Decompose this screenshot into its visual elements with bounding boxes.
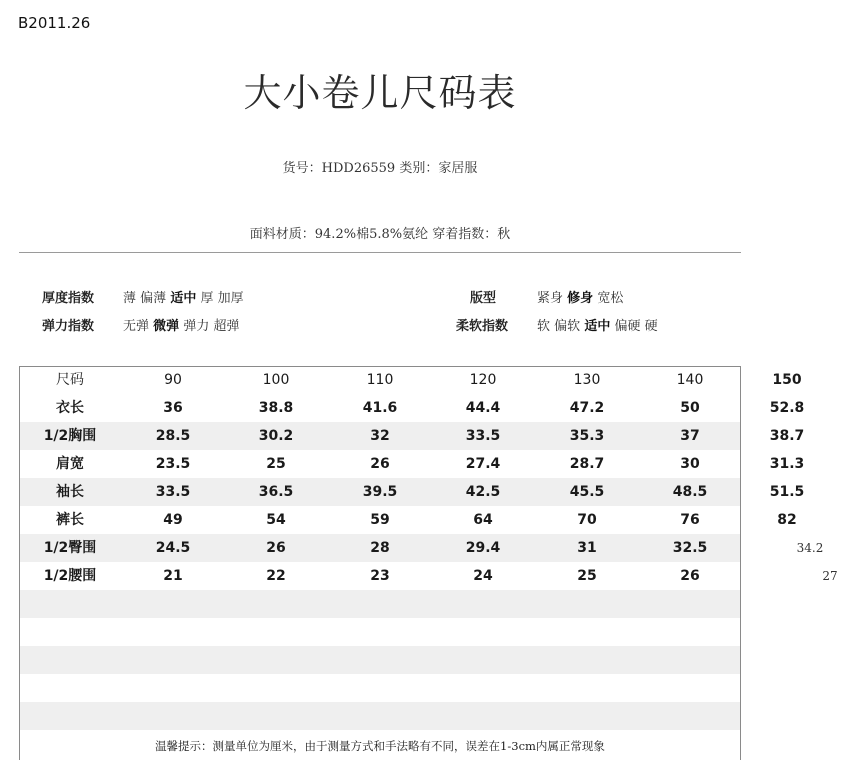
elasticity-options [123, 315, 239, 334]
option: 紧身 [537, 291, 564, 306]
softness-label: 柔软指数 [456, 319, 509, 334]
page-title: 大小卷儿尺码表 [243, 71, 517, 115]
table-cell: 41.6 [362, 400, 398, 416]
header-cell: 120 [469, 372, 497, 388]
table-cell: 51.5 [769, 484, 805, 500]
table-cell: 50 [680, 400, 700, 416]
option: 偏薄 [140, 291, 167, 306]
table-cell: 45.5 [569, 484, 605, 500]
table-cell: 24 [473, 568, 493, 584]
row-label-cell: 裤长 [56, 512, 84, 528]
elasticity-label: 弹力指数 [42, 319, 95, 334]
product-code: B2011.26 [18, 14, 91, 32]
table-cell: 25 [577, 568, 597, 584]
table-cell: 22 [266, 568, 286, 584]
row-label-cell: 肩宽 [56, 456, 84, 472]
row-label-cell: 1/2臀围 [43, 540, 97, 556]
product-info-line: 货号：HDD26559 类别：家居服 [282, 161, 478, 176]
softness-options [537, 315, 658, 334]
fit-label: 版型 [470, 291, 497, 306]
table-row [0, 394, 855, 422]
selected-option: 修身 [567, 291, 594, 306]
table-cell: 44.4 [465, 400, 501, 416]
selected-option: 微弹 [153, 319, 180, 334]
table-row [0, 422, 855, 450]
row-label-cell: 1/2胸围 [43, 428, 97, 444]
thickness-label: 厚度指数 [42, 291, 95, 306]
table-cell: 82 [777, 512, 797, 528]
table-cell: 26 [370, 456, 390, 472]
header-cell: 130 [573, 372, 601, 388]
option: 软 [537, 319, 551, 334]
header-cell: 90 [164, 372, 182, 388]
option: 宽松 [597, 291, 624, 306]
table-cell: 33.5 [465, 428, 501, 444]
table-cell: 38.8 [258, 400, 294, 416]
table-cell: 24.5 [155, 540, 191, 556]
option: 加厚 [217, 291, 244, 306]
table-cell: 28.7 [569, 456, 605, 472]
table-cell: 21 [163, 568, 183, 584]
table-cell: 27 [822, 569, 838, 583]
table-cell: 32 [370, 428, 390, 444]
table-cell: 70 [577, 512, 597, 528]
table-cell: 33.5 [155, 484, 191, 500]
option: 弹力 [183, 319, 210, 334]
header-cell: 100 [262, 372, 290, 388]
table-cell: 29.4 [465, 540, 501, 556]
table-cell: 36 [163, 400, 183, 416]
fit-options [537, 287, 623, 306]
option: 无弹 [123, 319, 150, 334]
row-label-cell: 1/2腰围 [43, 568, 97, 584]
table-row [0, 562, 855, 590]
thickness-options [123, 287, 244, 306]
option: 硬 [644, 319, 658, 334]
table-cell: 32.5 [672, 540, 708, 556]
table-cell: 59 [370, 512, 390, 528]
option: 偏硬 [614, 319, 641, 334]
option: 厚 [200, 291, 214, 306]
table-cell: 27.4 [465, 456, 501, 472]
table-cell: 52.8 [769, 400, 805, 416]
table-cell: 54 [266, 512, 286, 528]
table-cell: 28.5 [155, 428, 191, 444]
table-cell: 64 [473, 512, 493, 528]
divider [19, 252, 741, 253]
header-cell: 150 [772, 372, 802, 388]
row-label-cell: 衣长 [56, 400, 84, 416]
table-cell: 39.5 [362, 484, 398, 500]
option: 薄 [123, 291, 137, 306]
table-cell: 76 [680, 512, 700, 528]
selected-option: 适中 [170, 291, 197, 306]
table-cell: 42.5 [465, 484, 501, 500]
table-cell: 26 [680, 568, 700, 584]
fabric-info-line: 面料材质：94.2%棉5.8%氨纶 穿着指数：秋 [249, 227, 511, 242]
table-cell: 49 [163, 512, 183, 528]
table-cell: 38.7 [769, 428, 805, 444]
table-row [0, 478, 855, 506]
table-cell: 34.2 [796, 541, 824, 555]
table-cell: 37 [680, 428, 700, 444]
table-cell: 35.3 [569, 428, 605, 444]
table-cell: 30 [680, 456, 700, 472]
option: 偏软 [554, 319, 581, 334]
footer-note: 温馨提示：测量单位为厘米，由于测量方式和手法略有不同，误差在1-3cm内属正常现象 [155, 739, 605, 753]
table-cell: 28 [370, 540, 390, 556]
table-row [0, 534, 855, 562]
header-cell: 110 [366, 372, 394, 388]
table-cell: 36.5 [258, 484, 294, 500]
table-cell: 30.2 [258, 428, 294, 444]
table-cell: 23.5 [155, 456, 191, 472]
table-cell: 25 [266, 456, 286, 472]
table-row [0, 506, 855, 534]
table-cell: 26 [266, 540, 286, 556]
row-label-cell: 袖长 [56, 484, 84, 500]
table-cell: 31.3 [769, 456, 805, 472]
table-cell: 48.5 [672, 484, 708, 500]
option: 超弹 [213, 319, 240, 334]
header-cell: 140 [676, 372, 704, 388]
table-row [0, 450, 855, 478]
table-cell: 31 [577, 540, 597, 556]
selected-option: 适中 [584, 319, 611, 334]
header-cell: 尺码 [56, 372, 84, 388]
table-header-row [0, 366, 855, 394]
table-cell: 23 [370, 568, 390, 584]
table-cell: 47.2 [569, 400, 605, 416]
